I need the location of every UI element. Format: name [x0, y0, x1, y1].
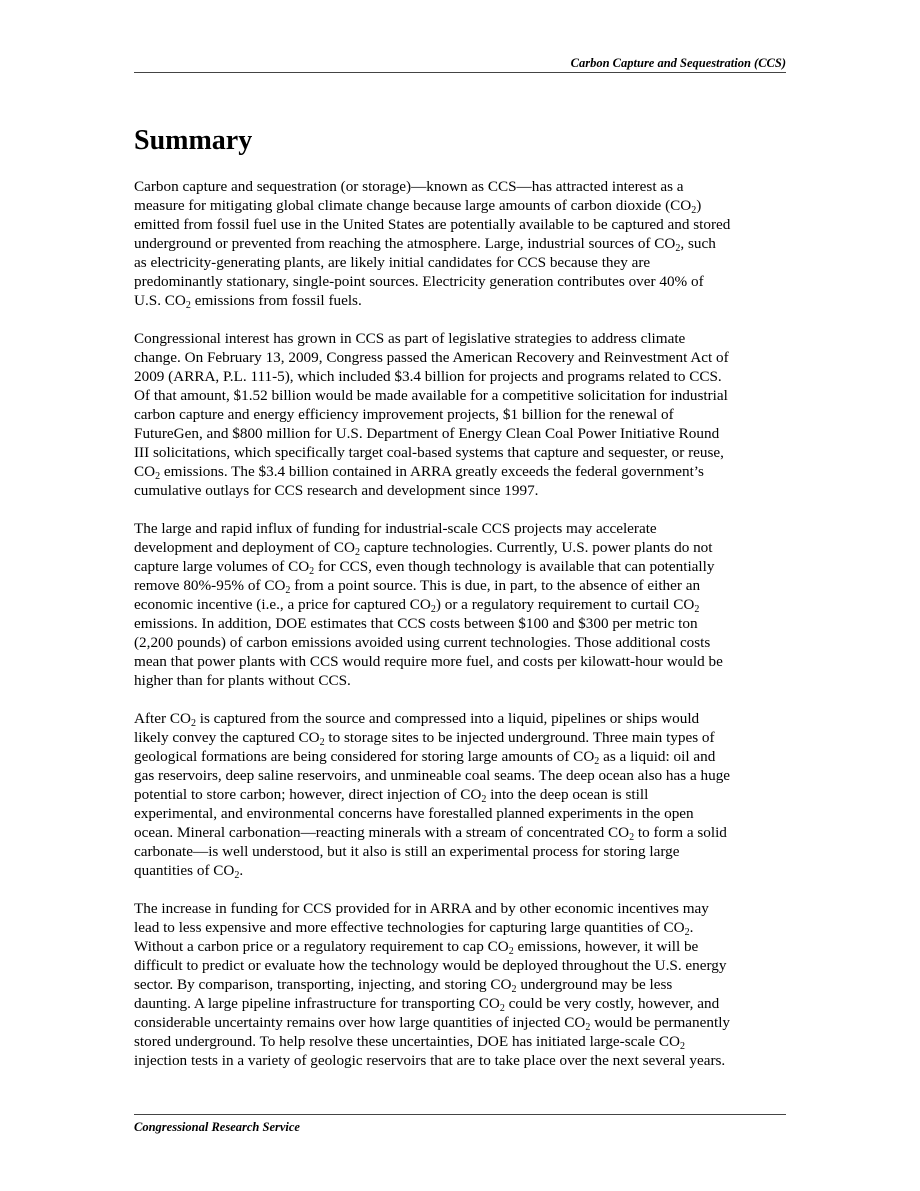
- text-run: lead to less expensive and more effective technologies for capturing large quantities of CO: [134, 919, 685, 936]
- text-line: [134, 766, 786, 785]
- subscript: 2: [309, 566, 315, 577]
- text-run: The large and rapid influx of funding for industrial-scale CCS projects may accelerate: [134, 520, 657, 537]
- text-run: as a liquid: oil and: [599, 748, 716, 765]
- text-line: [134, 196, 786, 215]
- text-run: 2009 (ARRA, P.L. 111-5), which included $3.4 billion for projects and programs related to CCS.: [134, 368, 722, 385]
- text-run: injection tests in a variety of geologic reservoirs that are to take place over the next several years.: [134, 1052, 726, 1069]
- text-line: [134, 709, 786, 728]
- header-divider: [134, 72, 786, 73]
- text-run: (2,200 pounds) of carbon emissions avoided using current technologies. Those additional costs: [134, 634, 711, 651]
- text-run: underground may be less: [516, 976, 673, 993]
- text-run: change. On February 13, 2009, Congress passed the American Recovery and Reinvestment Act of: [134, 349, 729, 366]
- subscript: 2: [675, 243, 681, 254]
- text-run: predominantly stationary, single-point sources. Electricity generation contributes over 40% of: [134, 273, 704, 290]
- text-run: The increase in funding for CCS provided for in ARRA and by other economic incentives may: [134, 900, 709, 917]
- text-run: potential to store carbon; however, direct injection of CO: [134, 786, 482, 803]
- subscript: 2: [481, 794, 487, 805]
- subscript: 2: [155, 471, 161, 482]
- text-run: emissions. The $3.4 billion contained in ARRA greatly exceeds the federal government’s: [160, 463, 704, 480]
- subscript: 2: [285, 585, 291, 596]
- subscript: 2: [594, 756, 600, 767]
- text-run: daunting. A large pipeline infrastructure for transporting CO: [134, 995, 500, 1012]
- text-run: ): [696, 197, 702, 214]
- text-line: [134, 804, 786, 823]
- text-run: emitted from fossil fuel use in the United States are potentially available to be captured and stored: [134, 216, 731, 233]
- text-run: ) or a regulatory requirement to curtail CO: [435, 596, 695, 613]
- text-run: carbonate—is well understood, but it also is still an experimental process for storing large: [134, 843, 680, 860]
- text-run: .: [689, 919, 694, 936]
- footer-divider: [134, 1114, 786, 1115]
- subscript: 2: [511, 984, 517, 995]
- text-line: [134, 614, 786, 633]
- text-line: [134, 956, 786, 975]
- text-run: stored underground. To help resolve these uncertainties, DOE has initiated large-scale CO: [134, 1033, 680, 1050]
- text-line: [134, 424, 786, 443]
- page-title: Summary: [134, 125, 253, 156]
- text-line: [134, 861, 786, 880]
- subscript: 2: [508, 946, 514, 957]
- text-line: [134, 671, 786, 690]
- text-run: difficult to predict or evaluate how the technology would be deployed throughout the U.S. energy: [134, 957, 727, 974]
- text-line: [134, 1013, 786, 1032]
- text-line: [134, 823, 786, 842]
- text-line: [134, 177, 786, 196]
- text-run: III solicitations, which specifically target coal-based systems that capture and sequester, or reuse,: [134, 444, 724, 461]
- text-run: Congressional interest has grown in CCS as part of legislative strategies to address climate: [134, 330, 686, 347]
- subscript: 2: [694, 604, 700, 615]
- text-line: [134, 728, 786, 747]
- subscript: 2: [319, 737, 325, 748]
- subscript: 2: [190, 718, 196, 729]
- text-run: emissions, however, it will be: [513, 938, 699, 955]
- text-run: as electricity-generating plants, are likely initial candidates for CCS because they are: [134, 254, 651, 271]
- text-line: [134, 1051, 786, 1070]
- text-line: [134, 899, 786, 918]
- text-run: likely convey the captured CO: [134, 729, 320, 746]
- text-run: for CCS, even though technology is available that can potentially: [314, 558, 715, 575]
- text-run: into the deep ocean is still: [486, 786, 649, 803]
- text-run: .: [239, 862, 244, 879]
- text-run: , such: [680, 235, 716, 252]
- text-line: [134, 975, 786, 994]
- text-line: [134, 918, 786, 937]
- text-line: [134, 595, 786, 614]
- text-run: higher than for plants without CCS.: [134, 672, 351, 689]
- text-line: [134, 462, 786, 481]
- text-run: Carbon capture and sequestration (or storage)—known as CCS—has attracted interest as a: [134, 178, 684, 195]
- text-run: gas reservoirs, deep saline reservoirs, and unmineable coal seams. The deep ocean also has a huge: [134, 767, 731, 784]
- subscript: 2: [355, 547, 361, 558]
- subscript: 2: [430, 604, 436, 615]
- subscript: 2: [684, 927, 690, 938]
- text-line: [134, 215, 786, 234]
- text-line: [134, 519, 786, 538]
- summary-paragraph: [134, 899, 786, 1070]
- subscript: 2: [585, 1022, 591, 1033]
- text-run: to form a solid: [634, 824, 727, 841]
- text-line: [134, 253, 786, 272]
- text-run: quantities of CO: [134, 862, 235, 879]
- text-line: [134, 652, 786, 671]
- text-run: U.S. CO: [134, 292, 186, 309]
- text-run: capture large volumes of CO: [134, 558, 310, 575]
- text-line: [134, 386, 786, 405]
- text-line: [134, 291, 786, 310]
- text-run: carbon capture and energy efficiency improvement projects, $1 billion for the renewal of: [134, 406, 674, 423]
- text-line: [134, 994, 786, 1013]
- text-line: [134, 367, 786, 386]
- text-run: remove 80%-95% of CO: [134, 577, 286, 594]
- text-line: [134, 538, 786, 557]
- subscript: 2: [185, 300, 191, 311]
- text-line: [134, 234, 786, 253]
- text-line: [134, 937, 786, 956]
- text-run: economic incentive (i.e., a price for captured CO: [134, 596, 431, 613]
- text-run: could be very costly, however, and: [504, 995, 720, 1012]
- text-run: cumulative outlays for CCS research and development since 1997.: [134, 482, 539, 499]
- text-line: [134, 329, 786, 348]
- summary-paragraph: [134, 519, 786, 690]
- text-run: measure for mitigating global climate change because large amounts of carbon dioxide (CO: [134, 197, 692, 214]
- text-run: ocean. Mineral carbonation—reacting minerals with a stream of concentrated CO: [134, 824, 630, 841]
- text-run: is captured from the source and compressed into a liquid, pipelines or ships would: [195, 710, 700, 727]
- text-line: [134, 1032, 786, 1051]
- text-run: CO: [134, 463, 156, 480]
- summary-paragraph: [134, 329, 786, 500]
- text-run: emissions from fossil fuels.: [190, 292, 362, 309]
- text-run: to storage sites to be injected underground. Three main types of: [324, 729, 715, 746]
- subscript: 2: [499, 1003, 505, 1014]
- text-line: [134, 785, 786, 804]
- text-run: sector. By comparison, transporting, injecting, and storing CO: [134, 976, 512, 993]
- text-line: [134, 443, 786, 462]
- text-run: mean that power plants with CCS would require more fuel, and costs per kilowatt-hour would be: [134, 653, 723, 670]
- summary-body: [134, 177, 786, 1089]
- text-run: FutureGen, and $800 million for U.S. Department of Energy Clean Coal Power Initiative Round: [134, 425, 720, 442]
- subscript: 2: [691, 205, 697, 216]
- text-line: [134, 481, 786, 500]
- text-run: After CO: [134, 710, 191, 727]
- text-line: [134, 405, 786, 424]
- subscript: 2: [234, 870, 240, 881]
- text-run: considerable uncertainty remains over how large quantities of injected CO: [134, 1014, 586, 1031]
- text-run: geological formations are being considered for storing large amounts of CO: [134, 748, 595, 765]
- text-line: [134, 557, 786, 576]
- subscript: 2: [679, 1041, 685, 1052]
- text-line: [134, 842, 786, 861]
- subscript: 2: [629, 832, 635, 843]
- text-line: [134, 576, 786, 595]
- text-run: Of that amount, $1.52 billion would be made available for a competitive solicitation for industrial: [134, 387, 728, 404]
- text-run: development and deployment of CO: [134, 539, 356, 556]
- text-run: experimental, and environmental concerns have forestalled planned experiments in the open: [134, 805, 694, 822]
- text-line: [134, 348, 786, 367]
- footer-publisher: Congressional Research Service: [134, 1120, 300, 1134]
- summary-paragraph: [134, 709, 786, 880]
- text-run: emissions. In addition, DOE estimates that CCS costs between $100 and $300 per metric ton: [134, 615, 698, 632]
- text-run: underground or prevented from reaching the atmosphere. Large, industrial sources of CO: [134, 235, 676, 252]
- text-run: would be permanently: [590, 1014, 731, 1031]
- text-run: from a point source. This is due, in part, to the absence of either an: [290, 577, 701, 594]
- text-line: [134, 747, 786, 766]
- text-line: [134, 272, 786, 291]
- text-run: capture technologies. Currently, U.S. power plants do not: [360, 539, 713, 556]
- text-line: [134, 633, 786, 652]
- summary-paragraph: [134, 177, 786, 310]
- running-header-title: Carbon Capture and Sequestration (CCS): [570, 56, 786, 70]
- text-run: Without a carbon price or a regulatory requirement to cap CO: [134, 938, 509, 955]
